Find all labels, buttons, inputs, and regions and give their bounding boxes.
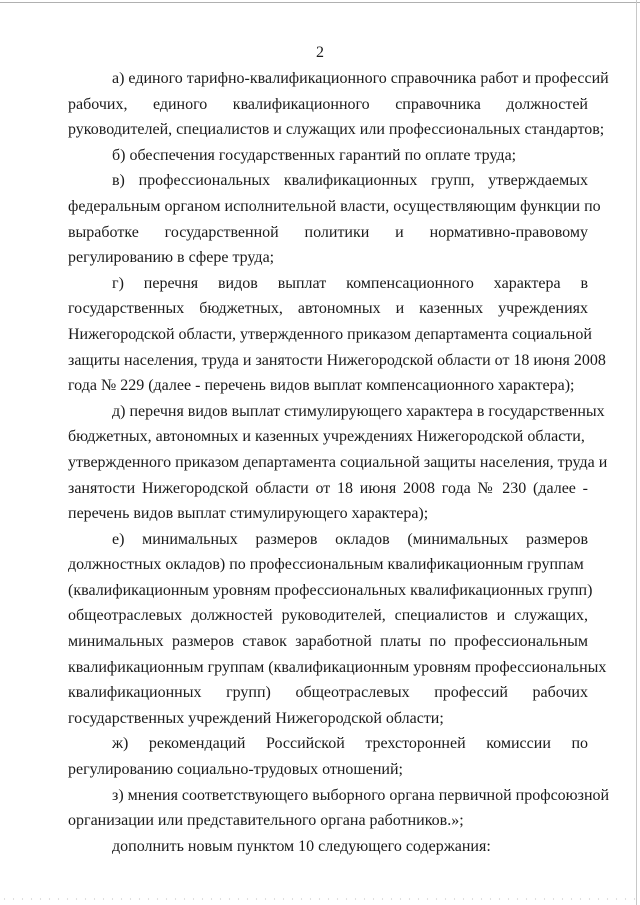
paragraph-line: занятости Нижегородской области от 18 июня 2008 года № 230 (далее - [68,479,588,497]
paragraph-line: в) профессиональных квалификационных групп, утверждаемых [112,172,588,190]
top-edge-line [0,2,640,3]
paragraph-zh [68,731,588,782]
paragraph-e [68,527,607,732]
paragraph-line: выработке государственной политики и нормативно-правовому [68,223,588,241]
paragraph-line: рабочих, единого квалификационного справочника должностей [68,95,588,113]
paragraph-line: регулированию социально-трудовых отношений; [68,761,403,779]
paragraph-line: квалификационным группам (квалификационным уровням профессиональных [68,658,607,676]
paragraph-line: общеотраслевых должностей руководителей, специалистов и служащих, [68,607,588,625]
paragraph-line: перечень видов выплат стимулирующего характера); [68,505,429,523]
paragraph-line: защиты населения, труда и занятости Нижегородской области от 18 июня 2008 [68,351,606,369]
paragraph-line: е) минимальных размеров окладов (минимальных размеров [112,530,588,548]
paragraph-final [68,834,588,860]
paragraph-line: Нижегородской области, утвержденного приказом департамента социальной [68,325,592,343]
paragraph-line: утвержденного приказом департамента социальной защиты населения, труда и [68,453,608,471]
paragraph-line: должностных окладов) по профессиональным квалификационным группам [68,556,584,574]
paragraph-line: ж) рекомендаций Российской трехсторонней комиссии по [112,735,588,753]
paragraph-line: бюджетных, автономных и казенных учреждениях Нижегородской области, [68,428,585,446]
paragraph-line: года № 229 (далее - перечень видов выплат компенсационного характера); [68,377,575,395]
paragraph-line: государственных учреждений Нижегородской области; [68,709,444,727]
page-number: 2 [316,44,324,61]
paragraph-line: организации или представительного органа работников.»; [68,812,464,830]
paragraph-d [68,399,608,527]
right-edge-line [636,0,637,905]
paragraph-line: регулированию в сфере труда; [68,249,275,267]
paragraph-line: дополнить новым пунктом 10 следующего содержания: [112,837,491,855]
paragraph-z [68,783,610,834]
paragraph-line: д) перечня видов выплат стимулирующего характера в государственных [112,402,605,420]
paragraph-line: а) единого тарифно-квалификационного справочника работ и профессий [112,70,609,87]
paragraph-b [68,143,588,169]
paragraph-line: государственных бюджетных, автономных и казенных учреждениях [68,300,588,318]
document-body [68,66,610,859]
paragraph-g [68,271,606,399]
paragraph-line: руководителей, специалистов и служащих или профессиональных стандартов; [68,121,605,139]
paragraph-line: г) перечня видов выплат компенсационного характера в [112,274,588,292]
paragraph-line: квалификационных групп) общеотраслевых профессий рабочих [68,684,588,702]
paragraph-a [68,66,609,143]
paragraph-v [68,168,601,270]
paragraph-line: б) обеспечения государственных гарантий по оплате труда; [112,146,517,164]
paragraph-line: (квалификационным уровням профессиональных квалификационных групп) [68,581,593,599]
paragraph-line: з) мнения соответствующего выборного органа первичной профсоюзной [112,786,610,804]
paragraph-line: федеральным органом исполнительной власти, осуществляющим функции по [68,197,601,215]
scan-bottom-noise [0,898,640,900]
paragraph-line: минимальных размеров ставок заработной платы по профессиональным [68,633,588,651]
